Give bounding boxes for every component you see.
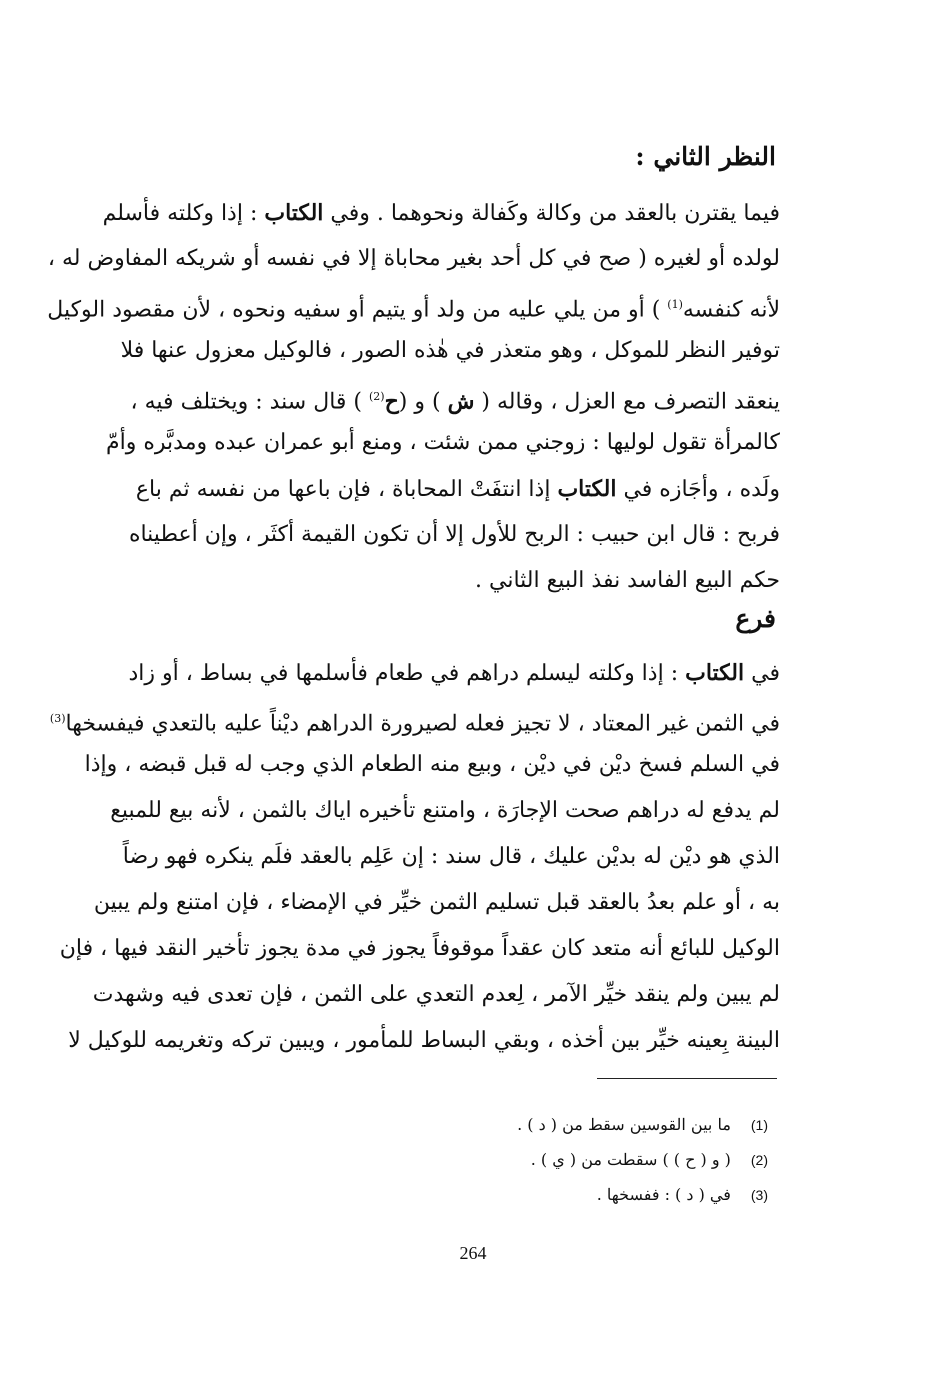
text-line: لم يبين ولم ينقد خيِّر الآمر ، لِعدم التعدي على الثمن ، فإن تعدى فيه وشهدت — [92, 982, 780, 1007]
text-line: في الثمن غير المعتاد ، لا تجيز فعله لصيرورة الدراهم ديْناً عليه بالتعدي فيفسخها$^{(3)}$ — [49, 711, 780, 737]
text-line: لولده أو لغيره ( صح في كل أحد بغير محاباة إلا في نفسه أو شريكه المفاوض له ، — [47, 246, 780, 271]
text-line: لأنه كنفسه$^{(1)}$ ) أو من يلي عليه من ولد أو يتيم أو سفيه ونحوه ، لأن مقصود الوكيل — [47, 297, 780, 323]
footnote-item — [348, 1177, 768, 1212]
page-number: 264 — [459, 1243, 487, 1263]
text-line: ينعقد التصرف مع العزل ، وقاله ( ش ) و (ح$^{(2)}$ ) قال سند : ويختلف فيه ، — [130, 388, 780, 415]
footnote-ref: (1) — [667, 298, 683, 311]
text-line: لم يدفع له دراهم صحت الإجارَة ، وامتنع تأخيره اياك بالثمن ، لأنه بيع للمبيع — [110, 798, 780, 823]
footnote-number: (1) — [750, 1117, 768, 1133]
section-heading: النظر الثاني : — [635, 142, 776, 171]
footnote-item — [348, 1107, 768, 1142]
text-line: الوكيل للبائع أنه متعد كان عقداً موقوفاً يجوز في مدة يجوز تأخير النقد فيها ، فإن — [59, 936, 780, 961]
footnote-text: في ( د ) : ففسخها . — [596, 1185, 731, 1204]
text-line: به ، أو علم بعدُ بالعقد قبل تسليم الثمن خيِّر في الإمضاء ، فإن امتنع ولم يبين — [93, 890, 780, 915]
text-line: في الكتاب : إذا وكلته ليسلم دراهم في طعام فأسلمها في بساط ، أو زاد — [128, 660, 780, 686]
footnote-number: (3) — [750, 1187, 768, 1203]
footnotes — [348, 1107, 768, 1212]
footnote-ref: (2) — [369, 390, 385, 403]
text-line: توفير النظر للموكل ، وهو متعذر في هٰذه الصور ، فالوكيل معزول عنها فلا — [120, 338, 780, 363]
footnote-text: ما بين القوسين سقط من ( د ) . — [517, 1115, 731, 1134]
text-line: في السلم فسخ ديْن في ديْن ، وبيع منه الطعام الذي وجب له قبل قبضه ، وإذا — [84, 752, 780, 777]
text-line: البينة بِعينه خيِّر بين أخذه ، وبقي البساط للمأمور ، ويبين تركه وتغريمه للوكيل لا — [68, 1028, 780, 1053]
subsection-heading: فرع — [735, 604, 776, 633]
footnote-text: ( و ( ح ) ) سقطت من ( ي ) . — [530, 1150, 731, 1169]
text-line: كالمرأة تقول لوليها : زوجني ممن شئت ، ومنع أبو عمران عبده ومدبَّره وأمّ — [106, 430, 780, 455]
footnote-ref: (3) — [49, 712, 66, 725]
text-line: الذي هو ديْن له بديْن عليك ، قال سند : إن عَلِم بالعقد فلَم ينكره فهو رضاً — [122, 844, 780, 869]
text-line: حكم البيع الفاسد نفذ البيع الثاني . — [475, 568, 780, 593]
text-line: فربح : قال ابن حبيب : الربح للأول إلا أن تكون القيمة أكثَر ، وإن أعطيناه — [128, 522, 780, 547]
footnote-divider — [597, 1078, 777, 1079]
footnote-number: (2) — [750, 1152, 768, 1168]
footnote-item — [348, 1142, 768, 1177]
text-line: ولَده ، وأجَازه في الكتاب إذا انتفَتْ المحاباة ، فإن باعها من نفسه ثم باع — [135, 476, 780, 502]
text-line: فيما يقترن بالعقد من وكالة وكَفالة ونحوهما . وفي الكتاب : إذا وكلته فأسلم — [102, 200, 780, 226]
